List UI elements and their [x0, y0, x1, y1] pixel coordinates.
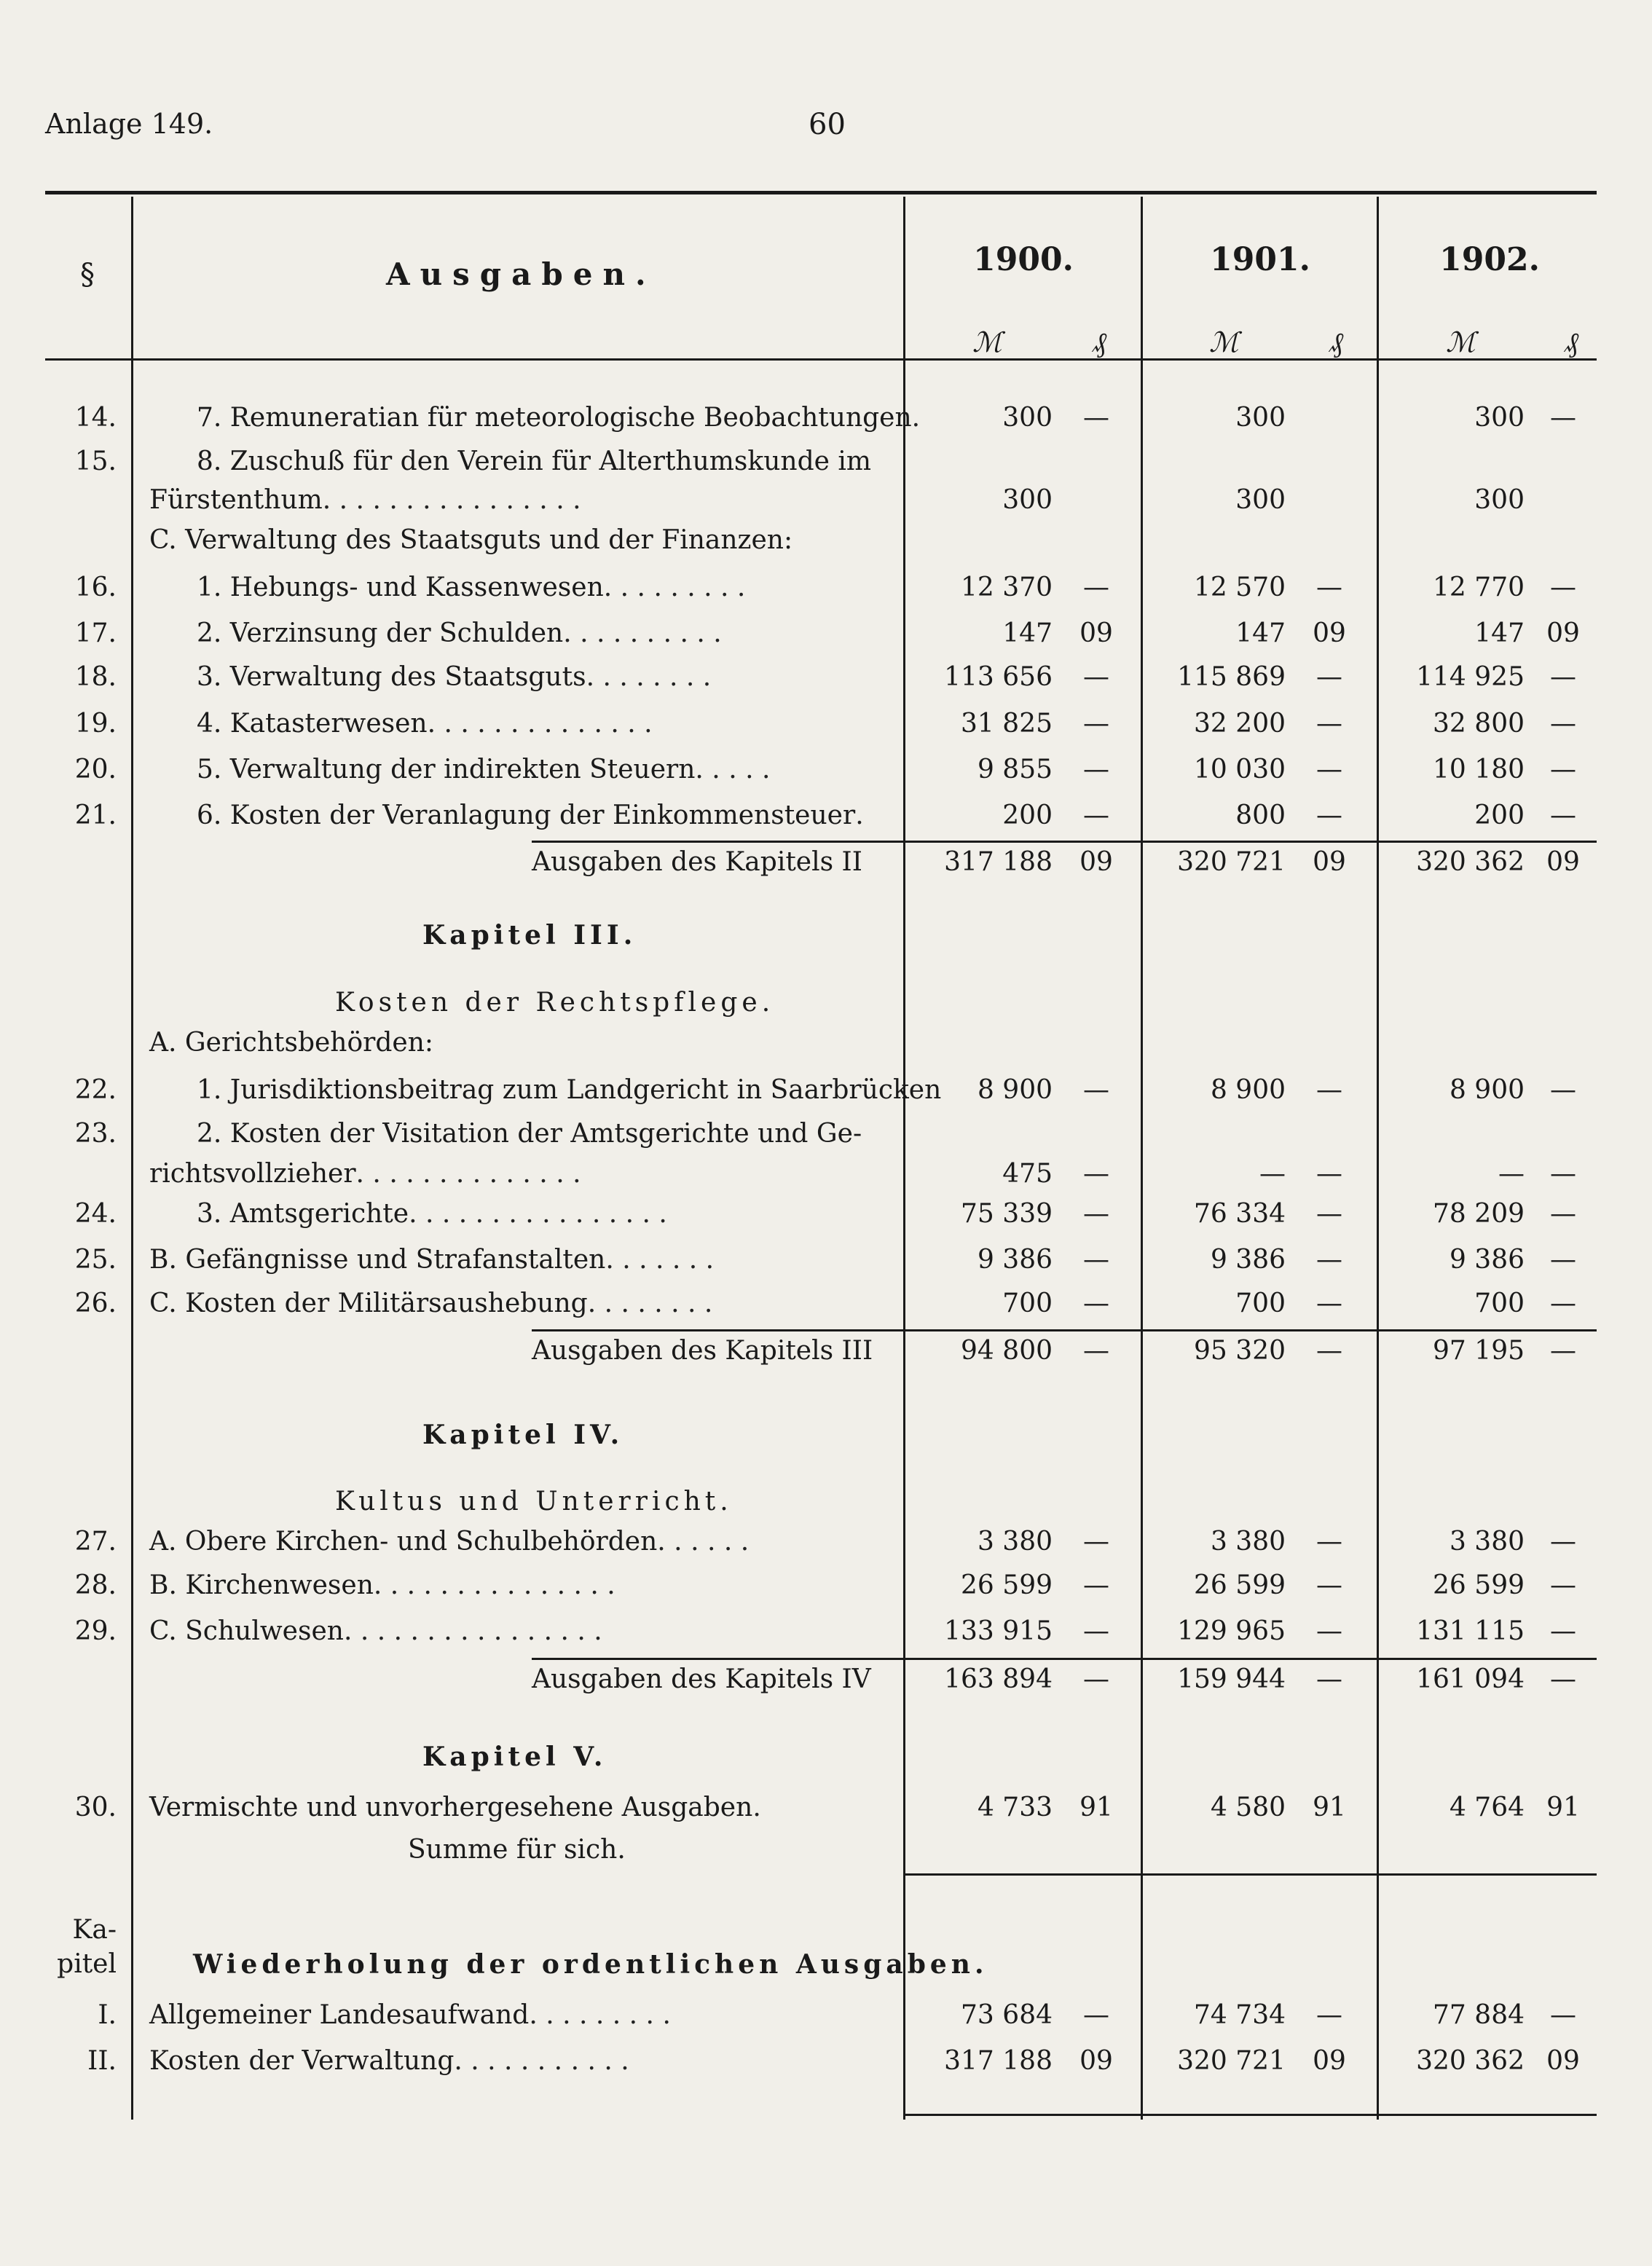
- value-cell-m1900: 75 339: [961, 1199, 1053, 1229]
- value-cell-m1902: 32 800: [1433, 709, 1525, 739]
- row-leader-dots: .: [855, 800, 864, 830]
- value-cell-p1900: —: [1083, 1075, 1109, 1105]
- value-cell-m1901: 300: [1235, 485, 1286, 515]
- value-cell-m1902: 700: [1474, 1289, 1525, 1318]
- section-rule: [903, 2114, 1597, 2116]
- pfennig-unit-1902: ₰: [1565, 326, 1578, 358]
- row-leader-dots: . . . . . . . . . . .: [454, 2046, 629, 2076]
- value-cell-p1902: —: [1550, 1570, 1576, 1600]
- value-cell-m1900: 163 894: [944, 1664, 1053, 1694]
- row-label: 3. Verwaltung des Staatsguts: [197, 662, 586, 692]
- row-number: 30.: [74, 1793, 117, 1822]
- value-cell-m1902: 78 209: [1433, 1199, 1525, 1229]
- value-cell-p1901: —: [1316, 709, 1342, 739]
- row-number: I.: [98, 2000, 117, 2030]
- value-cell-p1902: —: [1550, 800, 1576, 830]
- row-leader-dots: . . . . . . . . .: [529, 2000, 671, 2030]
- row-number: 25.: [74, 1245, 117, 1275]
- value-cell-m1901: 320 721: [1177, 847, 1286, 877]
- row-leader-dots: . . . . . . . . .: [603, 573, 746, 602]
- value-cell-p1902: —: [1550, 1199, 1576, 1229]
- value-cell-m1900: 8 900: [977, 1075, 1053, 1105]
- value-cell-m1900: 700: [1002, 1289, 1053, 1318]
- value-cell-p1902: —: [1550, 1159, 1576, 1189]
- col-divider-1902: [1377, 197, 1379, 2120]
- value-cell-m1902: 200: [1474, 800, 1525, 830]
- value-cell-m1900: 3 380: [977, 1527, 1053, 1557]
- value-cell-p1900: —: [1083, 1199, 1109, 1229]
- row-label: 1. Jurisdiktionsbeitrag zum Landgericht in Saarbrücken: [197, 1075, 942, 1105]
- value-cell-m1902: 320 362: [1416, 847, 1525, 877]
- value-cell-p1902: —: [1550, 662, 1576, 692]
- value-cell-m1901: 159 944: [1177, 1664, 1286, 1694]
- row-label: 1. Hebungs- und Kassenwesen: [197, 573, 604, 602]
- value-cell-m1901: 76 334: [1194, 1199, 1286, 1229]
- value-cell-p1900: —: [1083, 1527, 1109, 1557]
- value-cell-m1900: 200: [1002, 800, 1053, 830]
- value-cell-m1901: 800: [1235, 800, 1286, 830]
- row-leader-dots: . . . . . . . . . . . . . . . .: [343, 1616, 602, 1646]
- row-label: Ausgaben des Kapitels III: [532, 1336, 873, 1366]
- row-label: 6. Kosten der Veranlagung der Einkommensteuer: [197, 800, 856, 830]
- row-label: Kapitel V.: [422, 1742, 607, 1772]
- value-cell-p1901: —: [1316, 755, 1342, 784]
- value-cell-p1902: 09: [1546, 847, 1580, 877]
- value-cell-p1900: —: [1083, 755, 1109, 784]
- row-label: C. Kosten der Militärsaushebung: [149, 1289, 588, 1318]
- value-cell-p1900: —: [1083, 1336, 1109, 1366]
- year-1902: 1902.: [1439, 241, 1540, 278]
- row-leader-dots: .: [911, 403, 921, 433]
- value-cell-m1902: 12 770: [1433, 573, 1525, 602]
- value-cell-p1900: —: [1083, 573, 1109, 602]
- row-label: B. Gefängnisse und Strafanstalten: [149, 1245, 606, 1275]
- row-label: 3. Amtsgerichte: [197, 1199, 409, 1229]
- mark-unit-1901: ℳ: [1209, 326, 1239, 358]
- value-cell-p1901: —: [1316, 1527, 1342, 1557]
- value-cell-p1901: —: [1316, 1199, 1342, 1229]
- value-cell-m1902: 114 925: [1416, 662, 1525, 692]
- value-cell-p1900: —: [1083, 403, 1109, 433]
- value-cell-p1902: —: [1550, 1527, 1576, 1557]
- row-number: 22.: [74, 1075, 117, 1105]
- value-cell-p1900: —: [1083, 800, 1109, 830]
- col-divider-1901: [1141, 197, 1143, 2120]
- row-leader-dots: . . . . . . . . . . . . . .: [427, 709, 653, 739]
- value-cell-p1902: —: [1550, 1075, 1576, 1105]
- value-cell-m1901: 9 386: [1210, 1245, 1286, 1275]
- value-cell-p1900: —: [1083, 1245, 1109, 1275]
- value-cell-p1901: —: [1316, 1570, 1342, 1600]
- value-cell-m1900: 4 733: [977, 1793, 1053, 1822]
- value-cell-m1900: 31 825: [961, 709, 1053, 739]
- value-cell-p1902: —: [1550, 755, 1576, 784]
- row-label: Wiederholung der ordentlichen Ausgaben.: [193, 1949, 988, 1980]
- row-label: 7. Remuneratian für meteorologische Beobachtungen: [197, 403, 912, 433]
- value-cell-m1900: 300: [1002, 403, 1053, 433]
- annex-label: Anlage 149.: [45, 108, 213, 140]
- row-number: 14.: [74, 403, 117, 433]
- row-label: 2. Verzinsung der Schulden: [197, 618, 564, 648]
- row-leader-dots: . . . . . . .: [605, 1245, 715, 1275]
- row-label: Kosten der Verwaltung: [149, 2046, 455, 2076]
- value-cell-p1902: 09: [1546, 618, 1580, 648]
- value-cell-m1902: 3 380: [1449, 1527, 1525, 1557]
- value-cell-m1901: 147: [1235, 618, 1286, 648]
- value-cell-p1902: —: [1550, 1289, 1576, 1318]
- row-number: 24.: [74, 1199, 117, 1229]
- value-cell-p1901: —: [1316, 662, 1342, 692]
- value-cell-m1901: —: [1259, 1159, 1286, 1189]
- value-cell-p1902: —: [1550, 1245, 1576, 1275]
- value-cell-m1900: 9 386: [977, 1245, 1053, 1275]
- value-cell-p1900: —: [1083, 1616, 1109, 1646]
- row-leader-dots: . . . . . . . .: [586, 662, 712, 692]
- value-cell-m1902: 10 180: [1433, 755, 1525, 784]
- row-label: Kosten der Rechtspflege.: [335, 988, 775, 1018]
- row-number: 27.: [74, 1527, 117, 1557]
- value-cell-p1901: —: [1316, 1664, 1342, 1694]
- value-cell-m1900: 133 915: [944, 1616, 1053, 1646]
- value-cell-m1902: 300: [1474, 485, 1525, 515]
- top-rule: [45, 191, 1597, 194]
- row-label: Kultus und Unterricht.: [335, 1487, 733, 1516]
- row-label: 8. Zuschuß für den Verein für Alterthumskunde im: [197, 446, 872, 476]
- value-cell-m1901: 129 965: [1177, 1616, 1286, 1646]
- row-number: 17.: [74, 618, 117, 648]
- value-cell-m1901: 300: [1235, 403, 1286, 433]
- row-label: Allgemeiner Landesaufwand: [149, 2000, 530, 2030]
- value-cell-m1902: 97 195: [1433, 1336, 1525, 1366]
- value-cell-p1901: 91: [1313, 1793, 1346, 1822]
- value-cell-m1900: 317 188: [944, 847, 1053, 877]
- value-cell-p1902: —: [1550, 1336, 1576, 1366]
- row-label: A. Obere Kirchen- und Schulbehörden: [149, 1527, 658, 1557]
- row-number: Ka-: [72, 1915, 117, 1945]
- value-cell-m1901: 320 721: [1177, 2046, 1286, 2076]
- value-cell-p1902: —: [1550, 709, 1576, 739]
- row-number: 28.: [74, 1570, 117, 1600]
- value-cell-p1900: —: [1083, 1159, 1109, 1189]
- value-cell-p1902: —: [1550, 1664, 1576, 1694]
- row-number: 16.: [74, 573, 117, 602]
- value-cell-m1902: 320 362: [1416, 2046, 1525, 2076]
- row-number: 26.: [74, 1289, 117, 1318]
- value-cell-m1901: 115 869: [1177, 662, 1286, 692]
- row-leader-dots: . . . . . .: [657, 1527, 750, 1557]
- row-label: C. Verwaltung des Staatsguts und der Finanzen:: [149, 525, 793, 555]
- total-rule: [532, 1658, 1597, 1660]
- row-number: II.: [87, 2046, 117, 2076]
- row-label: Kapitel III.: [422, 920, 637, 951]
- row-leader-dots: . . . . .: [695, 755, 771, 784]
- value-cell-m1901: 3 380: [1210, 1527, 1286, 1557]
- row-leader-dots: . . . . . . . . . . . . . . .: [373, 1570, 615, 1600]
- value-cell-m1900: 12 370: [961, 573, 1053, 602]
- row-label: A. Gerichtsbehörden:: [149, 1028, 434, 1058]
- header-rule: [45, 358, 1597, 361]
- row-number: 21.: [74, 800, 117, 830]
- value-cell-m1901: 10 030: [1194, 755, 1286, 784]
- row-leader-dots: . . . . . . . . . .: [563, 618, 722, 648]
- row-leader-dots: . . . . . . . . . . . . . .: [355, 1159, 581, 1189]
- value-cell-p1900: —: [1083, 1664, 1109, 1694]
- row-label: Ausgaben des Kapitels IV: [532, 1664, 871, 1694]
- value-cell-m1902: 161 094: [1416, 1664, 1525, 1694]
- row-label: Vermischte und unvorhergesehene Ausgaben: [149, 1793, 753, 1822]
- value-cell-m1902: 26 599: [1433, 1570, 1525, 1600]
- row-label: Ausgaben des Kapitels II: [532, 847, 862, 877]
- pfennig-unit-1901: ₰: [1329, 326, 1343, 358]
- value-cell-p1900: —: [1083, 662, 1109, 692]
- row-number: pitel: [57, 1949, 117, 1979]
- value-cell-m1902: 147: [1474, 618, 1525, 648]
- row-label: C. Schulwesen: [149, 1616, 344, 1646]
- row-leader-dots: . . . . . . . . . . . . . . . .: [409, 1199, 667, 1229]
- value-cell-p1901: —: [1316, 1289, 1342, 1318]
- row-label: 2. Kosten der Visitation der Amtsgerichte und Ge-: [197, 1119, 862, 1149]
- total-rule: [532, 1329, 1597, 1331]
- mark-unit-1900: ℳ: [972, 326, 1002, 358]
- value-cell-p1901: 09: [1313, 618, 1346, 648]
- row-leader-dots: . . . . . . . .: [587, 1289, 713, 1318]
- row-number: 29.: [74, 1616, 117, 1646]
- value-cell-p1902: 91: [1546, 1793, 1580, 1822]
- value-cell-m1902: 9 386: [1449, 1245, 1525, 1275]
- value-cell-m1901: 12 570: [1194, 573, 1286, 602]
- row-label: Fürstenthum: [149, 485, 323, 515]
- value-cell-p1901: —: [1316, 1245, 1342, 1275]
- value-cell-m1900: 9 855: [977, 755, 1053, 784]
- value-cell-m1900: 113 656: [944, 662, 1053, 692]
- value-cell-p1900: —: [1083, 1289, 1109, 1318]
- value-cell-p1902: —: [1550, 573, 1576, 602]
- row-number: 19.: [74, 709, 117, 739]
- value-cell-p1900: —: [1083, 2000, 1109, 2030]
- value-cell-m1902: 4 764: [1449, 1793, 1525, 1822]
- row-label: Summe für sich.: [408, 1835, 626, 1865]
- value-cell-m1901: 700: [1235, 1289, 1286, 1318]
- value-cell-m1901: 32 200: [1194, 709, 1286, 739]
- value-cell-m1902: 131 115: [1416, 1616, 1525, 1646]
- page-number: 60: [809, 108, 846, 141]
- value-cell-p1900: —: [1083, 709, 1109, 739]
- section-symbol: §: [80, 258, 95, 291]
- value-cell-m1900: 73 684: [961, 2000, 1053, 2030]
- row-label: richtsvollzieher: [149, 1159, 356, 1189]
- section-rule: [903, 1873, 1597, 1876]
- value-cell-m1901: 74 734: [1194, 2000, 1286, 2030]
- value-cell-p1900: —: [1083, 1570, 1109, 1600]
- pfennig-unit-1900: ₰: [1093, 326, 1106, 358]
- value-cell-p1901: —: [1316, 2000, 1342, 2030]
- value-cell-m1901: 26 599: [1194, 1570, 1286, 1600]
- row-number: 23.: [74, 1119, 117, 1149]
- total-rule: [532, 841, 1597, 843]
- row-label: Kapitel IV.: [422, 1420, 624, 1450]
- value-cell-m1902: 8 900: [1449, 1075, 1525, 1105]
- value-cell-p1900: 09: [1079, 618, 1113, 648]
- value-cell-p1901: 09: [1313, 847, 1346, 877]
- year-1901: 1901.: [1210, 241, 1310, 278]
- value-cell-p1900: 09: [1079, 847, 1113, 877]
- value-cell-p1902: —: [1550, 1616, 1576, 1646]
- value-cell-m1902: 300: [1474, 403, 1525, 433]
- row-label: 4. Katasterwesen: [197, 709, 428, 739]
- value-cell-p1902: 09: [1546, 2046, 1580, 2076]
- value-cell-m1901: 8 900: [1210, 1075, 1286, 1105]
- value-cell-m1902: 77 884: [1433, 2000, 1525, 2030]
- value-cell-m1902: —: [1498, 1159, 1525, 1189]
- value-cell-m1901: 4 580: [1210, 1793, 1286, 1822]
- value-cell-p1901: —: [1316, 1336, 1342, 1366]
- value-cell-m1900: 300: [1002, 485, 1053, 515]
- value-cell-p1901: —: [1316, 1075, 1342, 1105]
- value-cell-p1900: 09: [1079, 2046, 1113, 2076]
- value-cell-p1901: 09: [1313, 2046, 1346, 2076]
- row-number: 20.: [74, 755, 117, 784]
- row-label: 5. Verwaltung der indirekten Steuern: [197, 755, 696, 784]
- col-divider-number: [131, 197, 133, 2120]
- row-leader-dots: .: [752, 1793, 761, 1822]
- value-cell-p1902: —: [1550, 403, 1576, 433]
- value-cell-p1902: —: [1550, 2000, 1576, 2030]
- value-cell-m1900: 26 599: [961, 1570, 1053, 1600]
- value-cell-m1900: 317 188: [944, 2046, 1053, 2076]
- row-label: B. Kirchenwesen: [149, 1570, 374, 1600]
- value-cell-p1901: —: [1316, 1616, 1342, 1646]
- value-cell-m1900: 147: [1002, 618, 1053, 648]
- year-1900: 1900.: [973, 241, 1074, 278]
- mark-unit-1902: ℳ: [1446, 326, 1476, 358]
- value-cell-p1901: —: [1316, 1159, 1342, 1189]
- table-title: Ausgaben.: [386, 256, 656, 292]
- value-cell-m1901: 95 320: [1194, 1336, 1286, 1366]
- value-cell-p1901: —: [1316, 800, 1342, 830]
- row-leader-dots: . . . . . . . . . . . . . . . .: [322, 485, 581, 515]
- row-number: 18.: [74, 662, 117, 692]
- value-cell-m1900: 94 800: [961, 1336, 1053, 1366]
- row-number: 15.: [74, 446, 117, 476]
- value-cell-m1900: 475: [1002, 1159, 1053, 1189]
- value-cell-p1900: 91: [1079, 1793, 1113, 1822]
- value-cell-p1901: —: [1316, 573, 1342, 602]
